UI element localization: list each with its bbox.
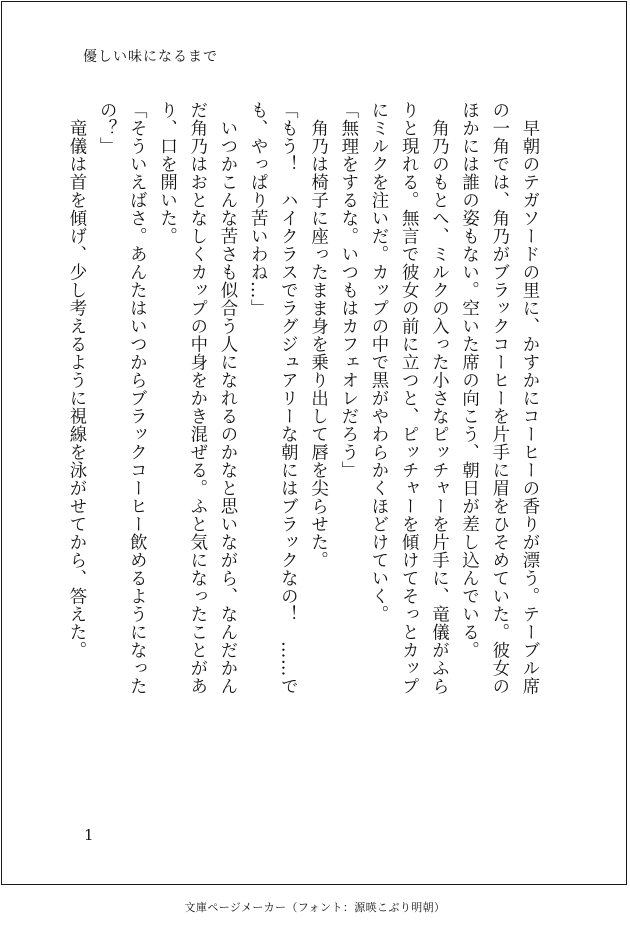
paragraph: 早朝のテガソードの里に、かすかにコーヒーの香りが漂う。テーブル席の一角では、角乃がブラックコーヒーを片手に眉をひそめていた。彼女のほかには誰の姿もない。空いた席の向こう、朝日が差し込んでいる。 bbox=[458, 101, 539, 695]
page-frame bbox=[1, 1, 627, 885]
paragraph: 竜儀は首を傾げ、少し考えるように視線を泳がせてから、答えた。 bbox=[65, 101, 86, 659]
page-number: 1 bbox=[84, 826, 94, 844]
footer-credit: 文庫ページメーカー（フォント：源暎こぶり明朝） bbox=[184, 901, 446, 914]
paragraph: 「もう！ ハイクラスでラグジュアリーな朝にはブラックなの！ ……でも、やっぱり苦いわね…」 bbox=[247, 101, 298, 695]
paragraph: いつかこんな苦さも似合う人になれるのかなと思いながら、なんだかんだ角乃はおとなしくカップの中身をかき混ぜる。ふと気になったことがあり、口を開いた。 bbox=[156, 101, 237, 695]
page-title: 優しい味になるまで bbox=[83, 49, 218, 65]
paragraph: 角乃は椅子に座ったまま身を乗り出して唇を尖らせた。 bbox=[307, 101, 328, 569]
paragraph: 角乃のもとへ、ミルクの入った小さなピッチャーを片手に、竜儀がふらりと現れる。無言で彼女の前に立つと、ピッチャーを傾けてそっとカップにミルクを注いだ。カップの中で黒がやわらかくほどけていく。 bbox=[367, 101, 449, 695]
paragraph: 「無理をするな。いつもはカフェオレだろう」 bbox=[337, 101, 358, 479]
body-text bbox=[61, 101, 544, 711]
paragraph: 「そういえばさ。あんたはいつからブラックコーヒー飲めるようになったの？」 bbox=[96, 101, 147, 695]
